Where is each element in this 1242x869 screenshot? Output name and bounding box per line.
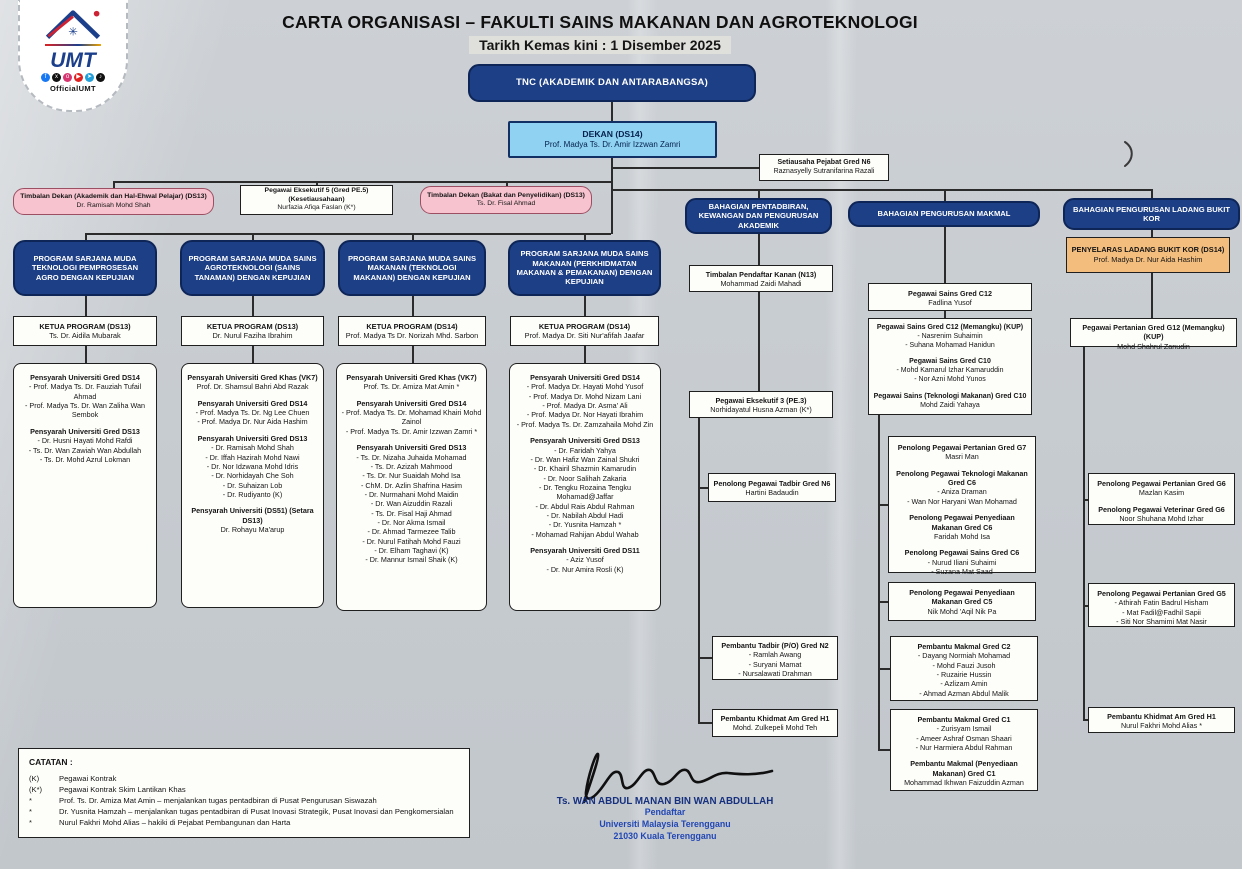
staff-member: - Ramlah Awang <box>748 650 802 660</box>
program4-header <box>508 240 661 296</box>
staff-section <box>514 436 656 539</box>
program3-header <box>338 240 486 296</box>
staff-member: Nurul Fakhri Mohd Alias * <box>1120 721 1203 731</box>
staff-section-title: Pensyarah Universiti Gred Khas (VK7) <box>187 373 318 382</box>
staff-member: - Mohamad Rahijan Abdul Wahab <box>531 529 639 539</box>
staff-section <box>893 513 1031 541</box>
staff-member: - Prof. Madya Ts. Dr. Zamzahaila Mohd Zin <box>516 419 654 429</box>
staff-section-title: Pembantu Makmal (Penyediaan Makanan) Gred C1 <box>910 759 1018 778</box>
lab-box-penolong-pegawai-group <box>888 436 1036 576</box>
staff-member: - Aniza Draman <box>937 487 987 497</box>
staff-section-title: Penolong Pegawai Pertanian Gred G6 <box>1097 479 1226 488</box>
program4-ketua-box <box>510 316 659 346</box>
staff-section <box>341 443 482 565</box>
program2-ketua-title: KETUA PROGRAM (DS13) <box>206 321 299 331</box>
staff-section-title: Pegawai Sains Gred C12 <box>908 289 992 298</box>
deputy-dean-research-box <box>420 186 592 214</box>
staff-section <box>893 469 1031 506</box>
program1-ketua-name: Ts. Dr. Aidila Mubarak <box>49 331 121 340</box>
x-icon: x <box>52 73 61 82</box>
dekan-box <box>508 121 717 158</box>
staff-member: Mohd Shahrul Zanudin <box>1117 341 1190 351</box>
connector-line <box>611 102 613 122</box>
connector-line <box>1151 273 1153 318</box>
farm-division-header <box>1063 198 1240 230</box>
note-text: Nurul Fakhri Mohd Alias – hakiki di Pejabat Pembangunan dan Harta <box>59 818 291 827</box>
staff-member: - Dr. Ahmad Tarmezee Talib <box>367 527 456 537</box>
staff-section <box>186 506 319 534</box>
umt-logo-badge <box>18 0 128 112</box>
staff-section <box>186 399 319 427</box>
lab-box-pembantu-makmal-c1 <box>890 709 1038 791</box>
setiausaha-box <box>759 154 889 181</box>
pen-mark <box>1122 141 1138 167</box>
tnc-box <box>468 64 756 102</box>
program1-ketua-box <box>13 316 157 346</box>
exec-officer5-box <box>240 185 393 215</box>
note-text: Pegawai Kontrak Skim Lantikan Khas <box>59 785 186 794</box>
lab-division-label: BAHAGIAN PENGURUSAN MAKMAL <box>877 209 1011 219</box>
staff-member: - Nurud Iliani Suhaimi <box>927 557 997 567</box>
connector-line <box>85 233 611 235</box>
staff-member: - Prof. Madya Ts. Dr. Ng Lee Chuen <box>195 408 310 418</box>
staff-section-title: Pegawai Sains Gred C10 <box>909 358 991 366</box>
setiausaha-title: Setiausaha Pejabat Gred N6 <box>777 158 871 166</box>
farm-box-penolong-g5 <box>1088 583 1235 627</box>
staff-member: Mohammad Ikhwan Faizuddin Azman <box>904 778 1024 788</box>
connector-line <box>698 657 712 659</box>
staff-member: - Dr. Yusnita Hamzah * <box>548 520 622 530</box>
admin-box-pembantu-tadbir-n2 <box>712 636 838 680</box>
staff-section-title: Pegawai Pertanian Gred G12 (Memangku) (KUP) <box>1082 323 1225 342</box>
connector-line <box>878 504 888 506</box>
staff-section-title: Pembantu Makmal Gred C2 <box>917 642 1011 651</box>
connector-line <box>412 296 414 317</box>
staff-section <box>514 546 656 574</box>
staff-member: - Dr. Ramisah Mohd Shah <box>211 443 294 453</box>
staff-member: Mohd Zaidi Yahaya <box>920 401 980 409</box>
staff-member: - Ahmad Azman Abdul Malik <box>919 688 1009 698</box>
connector-line <box>611 158 613 234</box>
program1-ketua-title: KETUA PROGRAM (DS13) <box>39 321 131 331</box>
exec-officer5-name: Nurfazia Afiqa Faslan (K*) <box>277 204 356 212</box>
staff-member: - Dr. Nurmahani Mohd Maidin <box>364 489 459 499</box>
connector-line <box>878 668 890 670</box>
staff-section <box>893 588 1031 616</box>
registrar-address: 21030 Kuala Terengganu <box>613 830 717 841</box>
farm-coordinator-title: PENYELARAS LADANG BUKIT KOR (DS14) <box>1071 245 1225 255</box>
staff-section-title: Penolong Pegawai Penyediaan Makanan Gred C5 <box>909 588 1015 607</box>
staff-section-title: Penolong Pegawai Sains Gred C6 <box>904 548 1020 558</box>
staff-member: - Mohd Kamarul Izhar Kamaruddin <box>896 367 1004 375</box>
note-symbol: (K) <box>29 774 40 783</box>
staff-member: Nik Mohd 'Aqil Nik Pa <box>927 606 997 616</box>
staff-member: Prof. Dr. Shamsul Bahri Abd Razak <box>196 382 309 392</box>
staff-section <box>717 714 833 733</box>
staff-member: - ChM. Dr. Azlin Shafrina Hasim <box>360 480 463 490</box>
lab-box-pegawai-sains-c12 <box>868 283 1032 311</box>
exec-officer5-title: Pegawai Eksekutif 5 (Gred PE.5) <box>264 187 369 195</box>
admin-division-label: BAHAGIAN PENTADBIRAN, KEWANGAN DAN PENGURUSAN AKADEMIK <box>698 201 819 230</box>
staff-section-title: Pembantu Makmal Gred C1 <box>917 715 1011 724</box>
farm-box-pegawai-pertanian-g12 <box>1070 318 1237 351</box>
staff-section <box>893 548 1031 576</box>
connector-line <box>252 296 254 317</box>
program4-ketua-name: Prof. Madya Dr. Siti Nur'afifah Jaafar <box>524 331 645 340</box>
umt-wordmark: UMT <box>50 49 96 72</box>
connector-line <box>878 415 880 750</box>
note-item <box>29 806 459 817</box>
connector-line <box>1151 230 1153 237</box>
dekan-name: Prof. Madya Ts. Dr. Amir Izzwan Zamri <box>544 139 681 149</box>
connector-line <box>944 227 946 283</box>
staff-member: - Ts. Dr. Wan Zawiah Wan Abdullah <box>28 445 142 455</box>
staff-member: - Dr. Husni Hayati Mohd Rafdi <box>37 436 133 446</box>
program4-staff-list <box>509 363 661 611</box>
staff-member: - Prof. Madya Dr. Asma' Ali <box>542 401 628 411</box>
deputy-dean-academic-box <box>13 188 214 215</box>
connector-line <box>584 296 586 317</box>
telegram-icon: ➤ <box>86 74 93 80</box>
signature-block <box>520 796 810 843</box>
note-item <box>29 784 459 795</box>
staff-section-title: Penolong Pegawai Teknologi Makanan Gred C6 <box>896 468 1028 488</box>
logo-color-bar <box>45 44 101 46</box>
official-umt-label: OfficialUMT <box>49 84 97 93</box>
deputy-dean-academic-title: Timbalan Dekan (Akademik dan Hal-Ehwal Pelajar) (DS13) <box>20 193 207 201</box>
staff-section-title: Pensyarah Universiti Gred DS14 <box>197 398 308 408</box>
note-item <box>29 795 459 806</box>
staff-section-title: Pegawai Eksekutif 3 (PE.3) <box>715 396 807 405</box>
staff-member: - Ts. Dr. Nur Suaidah Mohd Isa <box>362 471 461 481</box>
program3-ketua-name: Prof. Madya Ts Dr. Norizah Mhd. Sarbon <box>345 331 479 340</box>
staff-section <box>713 479 831 498</box>
staff-section-title: Penolong Pegawai Tadbir Gred N6 <box>713 479 831 488</box>
notes-title: CATATAN : <box>29 757 73 767</box>
deputy-dean-academic-name: Dr. Ramisah Mohd Shah <box>76 201 151 209</box>
staff-member: Mohammad Zaidi Mahadi <box>720 279 802 289</box>
staff-section-title: Pensyarah Universiti Gred DS11 <box>530 546 640 556</box>
title-block <box>230 12 970 55</box>
staff-member: - Aziz Yusof <box>566 555 604 565</box>
staff-member: - Dayang Normiah Mohamad <box>917 651 1011 661</box>
staff-member: - Prof. Madya Dr. Nur Aida Hashim <box>197 417 308 427</box>
connector-line <box>944 311 946 318</box>
staff-member: - Dr. Rudiyanto (K) <box>222 489 283 499</box>
tnc-label: TNC (AKADEMIK DAN ANTARABANGSA) <box>516 77 708 89</box>
staff-member: - Wan Nor Haryani Wan Mohamad <box>907 496 1017 506</box>
setiausaha-name: Raznasyelly Sutranifarina Razali <box>773 167 875 175</box>
staff-member: - Dr. Suhaizan Lob <box>222 480 283 490</box>
staff-section <box>18 373 152 420</box>
connector-line <box>611 167 759 169</box>
registrar-role: Pendaftar <box>644 807 686 817</box>
note-symbol: (K*) <box>29 785 43 794</box>
staff-member: - Dr. Wan Aizuddin Razali <box>370 499 453 509</box>
staff-member: Prof. Ts. Dr. Amiza Mat Amin * <box>363 382 460 392</box>
staff-member: - Nur Harmiera Abdul Rahman <box>915 743 1013 753</box>
program2-staff-list <box>181 363 324 608</box>
staff-section-title: Pensyarah Universiti Gred DS13 <box>197 433 308 443</box>
note-item <box>29 773 459 784</box>
staff-section <box>694 270 828 289</box>
farm-box-pembantu-khidmat-h1 <box>1088 707 1235 733</box>
note-text: Pegawai Kontrak <box>59 774 117 783</box>
staff-section <box>341 399 482 436</box>
staff-member: - Mat Fadil@Fadhil Sapii <box>1122 607 1201 617</box>
staff-member: Faridah Mohd Isa <box>934 531 990 541</box>
staff-section <box>895 715 1033 752</box>
staff-member: - Dr. Nor Akma Ismail <box>377 518 446 528</box>
admin-box-pegawai-eksekutif3 <box>689 391 833 418</box>
program4-header-label: PROGRAM SARJANA MUDA SAINS MAKANAN (PERKHIDMATAN MAKANAN & PEMAKANAN) DENGAN KEPUJIAN <box>516 249 653 287</box>
connector-line <box>698 418 700 723</box>
staff-section <box>341 373 482 392</box>
staff-member: - Dr. Elham Taghavi (K) <box>374 546 449 556</box>
program1-staff-list <box>13 363 157 608</box>
staff-section-title: Pensyarah Universiti Gred DS14 <box>530 373 640 382</box>
note-symbol: * <box>29 796 32 805</box>
staff-member: - Prof. Madya Ts. Dr. Fauziah Tufail Ahmad <box>28 382 142 401</box>
staff-member: - Nasrenim Suhaimin <box>917 333 983 341</box>
staff-section <box>1093 712 1230 731</box>
staff-section-title: Penolong Pegawai Pertanian Gred G5 <box>1097 589 1226 598</box>
program2-header-label: PROGRAM SARJANA MUDA SAINS AGROTEKNOLOGI (SAINS TANAMAN) DENGAN KEPUJIAN <box>188 253 317 282</box>
admin-box-timbalan-pendaftar <box>689 265 833 292</box>
staff-section-title: Pembantu Tadbir (P/O) Gred N2 <box>721 641 829 650</box>
staff-member: - Zurisyam Ismail <box>936 724 992 734</box>
page-title: CARTA ORGANISASI – FAKULTI SAINS MAKANAN DAN AGROTEKNOLOGI <box>282 12 918 32</box>
staff-member: - Ts. Dr. Fisal Haji Ahmad <box>371 508 452 518</box>
farm-division-label: BAHAGIAN PENGURUSAN LADANG BUKIT KOR <box>1073 204 1230 223</box>
staff-member: - Ts. Dr. Azizah Mahmood <box>370 461 453 471</box>
staff-member: - Suhana Mohamad Hanidun <box>905 342 995 350</box>
staff-member: - Dr. Wan Hafiz Wan Zainal Shukri <box>530 454 640 464</box>
staff-section <box>893 443 1031 462</box>
staff-section <box>873 357 1027 384</box>
staff-member: Hartini Badaudin <box>745 488 799 498</box>
staff-member: - Dr. Norhidayah Che Soh <box>211 471 294 481</box>
staff-section-title: Penolong Pegawai Veterinar Gred G6 <box>1098 504 1225 514</box>
staff-section <box>895 759 1033 787</box>
staff-section <box>1093 479 1230 498</box>
connector-line <box>85 346 87 363</box>
farm-coordinator-name: Prof. Madya Dr. Nur Aida Hashim <box>1093 255 1203 264</box>
facebook-icon: f <box>41 73 50 82</box>
program2-ketua-name: Dr. Nurul Faziha Ibrahim <box>212 331 293 340</box>
notes-list <box>29 773 459 828</box>
program3-header-label: PROGRAM SARJANA MUDA SAINS MAKANAN (TEKNOLOGI MAKANAN) DENGAN KEPUJIAN <box>347 253 477 282</box>
staff-member: Masri Man <box>945 452 979 462</box>
staff-section <box>514 373 656 429</box>
staff-section-title: Pembantu Khidmat Am Gred H1 <box>1107 712 1216 721</box>
connector-line <box>1083 347 1085 719</box>
staff-section <box>873 392 1027 410</box>
connector-line <box>698 722 712 724</box>
registrar-org: Universiti Malaysia Terengganu <box>599 818 731 829</box>
staff-member: - Siti Nor Shamimi Mat Nasir <box>1116 617 1207 627</box>
staff-member: - Ameer Ashraf Osman Shaari <box>916 733 1012 743</box>
updated-date: Tarikh Kemas kini : 1 Disember 2025 <box>469 36 731 54</box>
staff-section <box>873 289 1027 308</box>
staff-section-title: Pensyarah Universiti Gred Khas (VK7) <box>346 373 477 382</box>
staff-member: - Dr. Nabilah Abdul Hadi <box>546 511 624 521</box>
staff-section <box>186 373 319 392</box>
staff-member: - Nursalawati Drahman <box>738 669 812 679</box>
staff-member: Mohd. Zulkepeli Mohd Teh <box>732 723 818 733</box>
staff-section-title: Pegawai Sains (Teknologi Makanan) Gred C10 <box>873 392 1027 400</box>
staff-section-title: Pembantu Khidmat Am Gred H1 <box>720 714 830 723</box>
admin-box-pembantu-khidmat-h1 <box>712 709 838 737</box>
lab-box-pegawai-sains-group <box>868 318 1032 415</box>
program3-staff-list <box>336 363 487 611</box>
note-symbol: * <box>29 807 32 816</box>
staff-section-title: Pensyarah Universiti Gred DS13 <box>530 436 640 446</box>
staff-member: - Prof. Madya Ts. Dr. Amir Izzwan Zamri * <box>345 426 478 436</box>
connector-line <box>584 346 586 363</box>
program4-ketua-title: KETUA PROGRAM (DS14) <box>538 321 631 331</box>
staff-section-title: Pensyarah Universiti Gred DS14 <box>30 373 140 382</box>
farm-box-penolong-g6 <box>1088 473 1235 525</box>
staff-section <box>18 427 152 464</box>
program2-ketua-box <box>181 316 324 346</box>
staff-member: - Dr. Abdul Rais Abdul Rahman <box>535 501 635 511</box>
staff-member: - Dr. Mannur Ismail Shaik (K) <box>365 555 458 565</box>
lab-box-penyediaan-c5 <box>888 582 1036 621</box>
staff-member: - Azlizam Amin <box>940 679 988 689</box>
farm-coordinator-box <box>1066 237 1230 273</box>
staff-member: - Dr. Faridah Yahya <box>554 445 616 455</box>
staff-section-title: Timbalan Pendaftar Kanan (N13) <box>705 270 817 279</box>
staff-section <box>1093 589 1230 626</box>
lab-box-pembantu-makmal-c2 <box>890 636 1038 701</box>
staff-member: Norhidayatul Husna Azman (K*) <box>710 405 812 415</box>
staff-member: Noor Shuhana Mohd Izhar <box>1119 514 1204 524</box>
staff-section <box>873 323 1027 350</box>
staff-section-title: Pensyarah Universiti Gred DS13 <box>30 426 140 436</box>
staff-member: - Ruzairie Hussin <box>936 670 992 680</box>
staff-member: - Ts. Dr. Nizaha Juhaida Mohamad <box>356 452 467 462</box>
staff-member: - Prof. Madya Ts. Dr. Mohamad Khairi Mohd Zainol <box>341 408 482 427</box>
connector-line <box>878 601 888 603</box>
admin-box-penolong-tadbir-n6 <box>708 473 836 502</box>
social-icons-row <box>41 73 105 82</box>
connector-line <box>698 487 708 489</box>
note-item <box>29 817 459 828</box>
staff-member: Fadlina Yusof <box>928 298 972 308</box>
program1-header-label: PROGRAM SARJANA MUDA TEKNOLOGI PEMPROSESAN AGRO DENGAN KEPUJIAN <box>31 253 139 282</box>
staff-member: - Prof. Madya Dr. Hayati Mohd Yusof <box>526 382 644 392</box>
staff-member: - Prof. Madya Dr. Nor Hayati Ibrahim <box>526 410 644 420</box>
program2-header <box>180 240 325 296</box>
staff-section <box>895 642 1033 698</box>
connector-line <box>412 346 414 363</box>
staff-section-title: Pegawai Sains Gred C12 (Memangku) (KUP) <box>876 324 1024 331</box>
staff-section <box>694 396 828 415</box>
staff-section <box>1075 323 1232 351</box>
deputy-dean-research-title: Timbalan Dekan (Bakat dan Penyelidikan) (DS13) <box>427 191 585 199</box>
umt-roof-logo <box>42 8 104 42</box>
staff-section-title: Penolong Pegawai Penyediaan Makanan Gred C6 <box>909 513 1015 532</box>
staff-member: Mazlan Kasim <box>1138 488 1185 498</box>
notes-box <box>18 748 470 838</box>
staff-section <box>186 434 319 500</box>
staff-member: - Dr. Tengku Rozaina Tengku Mohamad@Jaffar <box>538 482 632 502</box>
note-text: Prof. Ts. Dr. Amiza Mat Amin – menjalankan tugas pentadbiran di Pusat Pengurusan Siswazah <box>59 796 377 805</box>
program3-ketua-title: KETUA PROGRAM (DS14) <box>366 321 458 331</box>
program1-header <box>13 240 157 296</box>
staff-member: - Athirah Fatin Badrul Hisham <box>1114 598 1209 608</box>
connector-line <box>758 292 760 391</box>
exec-officer5-subtitle: (Kesetiausahaan) <box>288 195 345 203</box>
deputy-dean-research-name: Ts. Dr. Fisal Ahmad <box>476 200 536 207</box>
svg-text:✳: ✳ <box>68 26 78 39</box>
staff-member: - Prof. Madya Dr. Mohd Nizam Lani <box>528 391 642 401</box>
program3-ketua-box <box>338 316 486 346</box>
staff-member: - Dr. Nur Amira Rosli (K) <box>546 564 624 574</box>
connector-line <box>113 181 611 183</box>
staff-section-title: Pensyarah Universiti Gred DS13 <box>356 443 467 453</box>
registrar-name: Ts. WAN ABDUL MANAN BIN WAN ABDULLAH <box>556 796 774 807</box>
connector-line <box>758 234 760 265</box>
staff-member: Dr. Rohayu Ma'arup <box>220 525 285 535</box>
dekan-title: DEKAN (DS14) <box>582 128 643 139</box>
connector-line <box>85 296 87 317</box>
staff-section-title: Pensyarah Universiti Gred DS14 <box>356 398 467 408</box>
tiktok-icon: ♪ <box>96 73 105 82</box>
staff-member: - Prof. Madya Ts. Dr. Wan Zaliha Wan Sembok <box>25 401 145 420</box>
staff-section <box>717 641 833 678</box>
staff-member: - Dr. Khairil Shazmin Kamarudin <box>533 464 637 474</box>
staff-section-title: Pensyarah Universiti (DS51) (Setara DS13) <box>191 506 314 525</box>
staff-member: - Dr. Noor Salihah Zakaria <box>543 473 627 483</box>
connector-line <box>611 189 1151 191</box>
lab-division-header <box>848 201 1040 227</box>
staff-member: - Dr. Nor Idzwana Mohd Idris <box>206 461 299 471</box>
staff-section-title: Penolong Pegawai Pertanian Gred G7 <box>897 443 1027 452</box>
staff-member: - Nor Azni Mohd Yunos <box>914 376 986 384</box>
staff-member: - Mohd Fauzi Jusoh <box>932 660 996 670</box>
staff-member: - Dr. Iffah Hazirah Mohd Nawi <box>205 452 300 462</box>
admin-division-header <box>685 198 832 234</box>
note-symbol: * <box>29 818 32 827</box>
instagram-icon: o <box>63 73 72 82</box>
staff-member: - Ts. Dr. Mohd Azrul Lokman <box>39 454 131 464</box>
staff-member: - Dr. Nurul Fatihah Mohd Fauzi <box>362 536 461 546</box>
note-text: Dr. Yusnita Hamzah – menjalankan tugas pentadbiran di Pusat Inovasi Strategik, Pusat Inovasi dan Pengkomersialan <box>59 807 454 816</box>
staff-member: - Suzana Mat Saad <box>931 566 993 576</box>
connector-line <box>878 749 890 751</box>
connector-line <box>252 346 254 363</box>
youtube-icon: ▶ <box>74 73 83 82</box>
staff-section <box>1093 505 1230 524</box>
staff-member: - Suryani Mamat <box>748 659 802 669</box>
